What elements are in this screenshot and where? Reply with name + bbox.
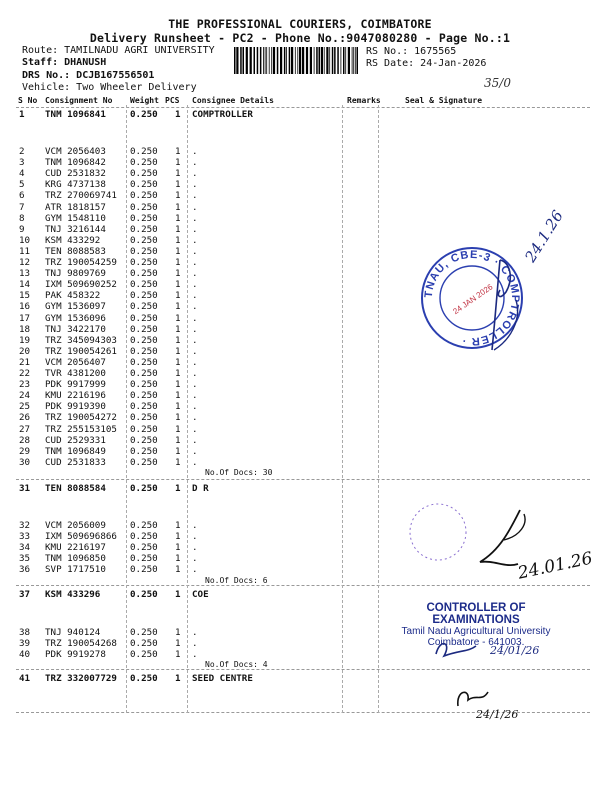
row-weight: 0.250 (130, 212, 158, 224)
row-sno: 8 (19, 212, 25, 224)
col-pcs: PCS (165, 96, 180, 105)
barcode-bar (265, 47, 266, 74)
row-consignment-no: IXM 509696866 (45, 531, 117, 543)
row-sno: 36 (19, 564, 31, 576)
row-consignee-details: . (192, 290, 198, 302)
barcode-bar (297, 47, 298, 74)
row-consignee-details: . (192, 279, 198, 291)
row-consignment-no: KSM 433296 (45, 589, 101, 600)
row-sno: 12 (19, 257, 31, 268)
row-consignee-details: . (192, 542, 198, 554)
staff-label: Staff: DHANUSH (22, 57, 107, 68)
row-pcs: 1 (175, 323, 181, 335)
rs-date: RS Date: 24-Jan-2026 (366, 58, 487, 69)
barcode-bar (284, 47, 286, 74)
barcode-bar (319, 47, 321, 74)
row-weight: 0.250 (130, 589, 158, 600)
row-consignment-no: GYM 1536096 (45, 312, 106, 324)
group-doc-count: No.Of Docs: 4 (205, 660, 268, 669)
row-consignee-details: COE (192, 589, 209, 600)
row-consignee-details: . (192, 179, 198, 191)
row-consignment-no: TVR 4381200 (45, 368, 106, 379)
row-consignee-details: . (192, 356, 198, 368)
column-divider (187, 105, 188, 713)
row-consignment-no: VCM 2056009 (45, 520, 106, 531)
row-consignment-no: CUD 2529331 (45, 434, 106, 446)
row-weight: 0.250 (130, 356, 158, 368)
stamp-date: 24 JAN 2026 (451, 282, 495, 317)
row-consignment-no: TEN 8088584 (45, 483, 106, 494)
row-consignment-no: GYM 1536097 (45, 301, 106, 313)
barcode-bar (326, 47, 328, 74)
row-sno: 20 (19, 345, 31, 357)
row-consignment-no: TEN 8088583 (45, 245, 106, 257)
row-consignment-no: TNM 1096849 (45, 445, 106, 457)
row-sno: 34 (19, 542, 31, 554)
row-weight: 0.250 (130, 379, 158, 391)
row-weight: 0.250 (130, 312, 158, 324)
row-consignment-no: TNM 1096850 (45, 553, 106, 565)
row-sno: 7 (19, 201, 25, 213)
row-sno: 10 (19, 234, 31, 246)
column-divider (342, 105, 343, 713)
row-consignee-details: . (192, 638, 198, 650)
column-divider (378, 105, 379, 713)
row-weight: 0.250 (130, 649, 158, 661)
row-pcs: 1 (175, 301, 181, 313)
row-consignee-details: . (192, 301, 198, 313)
barcode-bar (310, 47, 312, 74)
row-consignment-no: VCM 2056407 (45, 356, 106, 368)
row-pcs: 1 (175, 334, 181, 346)
row-consignee-details: . (192, 201, 198, 213)
row-pcs: 1 (175, 356, 181, 368)
col-weight: Weight (130, 96, 159, 105)
row-weight: 0.250 (130, 553, 158, 565)
barcode-bar (234, 47, 236, 74)
row-weight: 0.250 (130, 531, 158, 543)
barcode-bar (243, 47, 245, 74)
row-consignment-no: GYM 1548110 (45, 212, 106, 224)
row-sno: 32 (19, 520, 31, 531)
handwritten-date-4: 24/1/26 (476, 708, 519, 721)
barcode-bar (271, 47, 272, 74)
handwritten-date-3: 24/01/26 (490, 644, 540, 657)
row-consignment-no: TNJ 3216144 (45, 223, 106, 235)
row-consignment-no: CUD 2531833 (45, 456, 106, 468)
row-sno: 21 (19, 356, 31, 368)
row-weight: 0.250 (130, 234, 158, 246)
row-pcs: 1 (175, 531, 181, 543)
handwritten-date-1: 24.1.26 (521, 207, 567, 266)
row-weight: 0.250 (130, 390, 158, 402)
row-consignment-no: TRZ 332007729 (45, 673, 117, 684)
row-sno: 16 (19, 301, 31, 313)
barcode-bar (250, 47, 252, 74)
handwritten-count: 35/0 (484, 76, 511, 90)
barcode-bar (324, 47, 325, 74)
row-consignee-details: . (192, 627, 198, 638)
barcode-bar (345, 47, 346, 74)
row-consignee-details: . (192, 401, 198, 413)
row-sno: 19 (19, 334, 31, 346)
row-consignee-details: . (192, 390, 198, 402)
row-consignee-details: . (192, 157, 198, 169)
row-consignee-details: . (192, 334, 198, 346)
row-consignee-details: . (192, 223, 198, 235)
row-pcs: 1 (175, 445, 181, 457)
row-consignee-details: . (192, 520, 198, 531)
row-weight: 0.250 (130, 564, 158, 576)
row-consignee-details: . (192, 257, 198, 268)
row-consignee-details: . (192, 379, 198, 391)
drs-number: DRS No.: DCJB167556501 (22, 70, 155, 81)
group-doc-count: No.Of Docs: 30 (205, 468, 273, 477)
handwritten-date-2: 24.01.26 (516, 548, 595, 584)
row-pcs: 1 (175, 649, 181, 661)
col-seal-signature: Seal & Signature (405, 96, 483, 105)
row-consignment-no: TNM 1096841 (45, 109, 106, 120)
row-consignment-no: TNM 1096842 (45, 157, 106, 169)
barcode-bar (263, 47, 264, 74)
row-weight: 0.250 (130, 673, 158, 684)
row-consignee-details: . (192, 564, 198, 576)
row-sno: 28 (19, 434, 31, 446)
row-pcs: 1 (175, 673, 181, 684)
row-pcs: 1 (175, 245, 181, 257)
row-consignment-no: TNJ 3422170 (45, 323, 106, 335)
row-pcs: 1 (175, 483, 181, 494)
row-sno: 35 (19, 553, 31, 565)
row-sno: 30 (19, 456, 31, 468)
row-pcs: 1 (175, 212, 181, 224)
barcode-bar (348, 47, 350, 74)
row-weight: 0.250 (130, 179, 158, 191)
row-weight: 0.250 (130, 323, 158, 335)
row-sno: 40 (19, 649, 31, 661)
row-pcs: 1 (175, 268, 181, 280)
barcode-bar (273, 47, 275, 74)
route-label: Route: TAMILNADU AGRI UNIVERSITY (22, 45, 215, 56)
row-consignment-no: PDK 9917999 (45, 379, 106, 391)
handwritten-signature-1 (470, 200, 600, 370)
row-consignee-details: COMPTROLLER (192, 109, 253, 120)
row-weight: 0.250 (130, 638, 158, 650)
row-pcs: 1 (175, 627, 181, 638)
barcode-bar (240, 47, 242, 74)
row-weight: 0.250 (130, 109, 158, 120)
row-pcs: 1 (175, 279, 181, 291)
barcode-bar (246, 47, 248, 74)
row-pcs: 1 (175, 168, 181, 180)
barcode-bar (286, 47, 287, 74)
row-weight: 0.250 (130, 290, 158, 302)
stamp-ring-text: TNAU, CBE-3 · COMPTROLLER · (422, 248, 522, 348)
barcode-bar (341, 47, 342, 74)
row-pcs: 1 (175, 109, 181, 120)
row-weight: 0.250 (130, 146, 158, 157)
row-consignment-no: VCM 2056403 (45, 146, 106, 157)
row-consignment-no: TRZ 270069741 (45, 190, 117, 202)
barcode-bar (236, 47, 238, 74)
row-sno: 6 (19, 190, 25, 202)
row-consignee-details: . (192, 345, 198, 357)
row-consignee-details: . (192, 146, 198, 157)
row-sno: 9 (19, 223, 25, 235)
barcode-bar (337, 47, 339, 74)
row-consignee-details: . (192, 412, 198, 424)
row-weight: 0.250 (130, 520, 158, 531)
barcode-bar (295, 47, 296, 74)
row-consignee-details: . (192, 190, 198, 202)
row-pcs: 1 (175, 638, 181, 650)
barcode-bar (314, 47, 315, 74)
row-weight: 0.250 (130, 456, 158, 468)
row-weight: 0.250 (130, 368, 158, 379)
row-sno: 24 (19, 390, 31, 402)
row-consignee-details: . (192, 168, 198, 180)
vehicle-label: Vehicle: Two Wheeler Delivery (22, 82, 197, 93)
row-sno: 23 (19, 379, 31, 391)
row-pcs: 1 (175, 345, 181, 357)
row-consignment-no: PAK 458322 (45, 290, 101, 302)
barcode-bar (332, 47, 334, 74)
row-pcs: 1 (175, 223, 181, 235)
row-weight: 0.250 (130, 412, 158, 424)
row-sno: 39 (19, 638, 31, 650)
row-consignment-no: KMU 2216196 (45, 390, 106, 402)
row-pcs: 1 (175, 234, 181, 246)
row-sno: 1 (19, 109, 25, 120)
row-consignee-details: D R (192, 483, 209, 494)
col-consignee: Consignee Details (192, 96, 274, 105)
row-sno: 2 (19, 146, 25, 157)
row-weight: 0.250 (130, 279, 158, 291)
row-pcs: 1 (175, 553, 181, 565)
row-sno: 3 (19, 157, 25, 169)
controller-seal-name: CONTROLLER OF EXAMINATIONS (426, 602, 526, 626)
barcode-bar (269, 47, 270, 74)
barcode-bar (355, 47, 356, 74)
row-separator (16, 479, 590, 480)
row-sno: 22 (19, 368, 31, 379)
row-consignee-details: . (192, 234, 198, 246)
row-pcs: 1 (175, 589, 181, 600)
barcode-bar (280, 47, 282, 74)
row-consignee-details: . (192, 323, 198, 335)
row-weight: 0.250 (130, 627, 158, 638)
barcode-bar (277, 47, 279, 74)
row-pcs: 1 (175, 312, 181, 324)
row-weight: 0.250 (130, 201, 158, 213)
row-pcs: 1 (175, 368, 181, 379)
barcode-bar (334, 47, 336, 74)
row-weight: 0.250 (130, 401, 158, 413)
row-consignment-no: TRZ 255153105 (45, 423, 117, 435)
row-pcs: 1 (175, 390, 181, 402)
row-consignment-no: TRZ 190054259 (45, 257, 117, 268)
row-weight: 0.250 (130, 334, 158, 346)
handwritten-signature-4 (452, 678, 542, 728)
row-consignment-no: SVP 1717510 (45, 564, 106, 576)
row-pcs: 1 (175, 201, 181, 213)
row-weight: 0.250 (130, 223, 158, 235)
barcode-bar (316, 47, 318, 74)
barcode-bar (353, 47, 354, 74)
row-consignee-details: . (192, 456, 198, 468)
row-sno: 5 (19, 179, 25, 191)
row-weight: 0.250 (130, 257, 158, 268)
row-pcs: 1 (175, 564, 181, 576)
row-weight: 0.250 (130, 445, 158, 457)
barcode-bar (299, 47, 301, 74)
barcode-bar (257, 47, 259, 74)
row-consignment-no: CUD 2531832 (45, 168, 106, 180)
row-consignee-details: . (192, 531, 198, 543)
row-pcs: 1 (175, 290, 181, 302)
row-pcs: 1 (175, 190, 181, 202)
document-title: THE PROFESSIONAL COURIERS, COIMBATORE (168, 17, 432, 31)
row-weight: 0.250 (130, 434, 158, 446)
row-weight: 0.250 (130, 542, 158, 554)
row-sno: 31 (19, 483, 31, 494)
row-pcs: 1 (175, 379, 181, 391)
row-consignment-no: KSM 433292 (45, 234, 101, 246)
row-weight: 0.250 (130, 157, 158, 169)
row-separator (16, 107, 590, 108)
column-divider (126, 105, 127, 713)
row-sno: 4 (19, 168, 25, 180)
row-consignment-no: PDK 9919390 (45, 401, 106, 413)
row-sno: 37 (19, 589, 31, 600)
row-sno: 27 (19, 423, 31, 435)
row-sno: 15 (19, 290, 31, 302)
row-consignment-no: PDK 9919278 (45, 649, 106, 661)
row-consignment-no: KRG 4737138 (45, 179, 106, 191)
row-sno: 38 (19, 627, 31, 638)
row-consignee-details: SEED CENTRE (192, 673, 253, 684)
group-doc-count: No.Of Docs: 6 (205, 576, 268, 585)
controller-seal-university: Tamil Nadu Agricultural University (401, 626, 551, 637)
row-consignee-details: . (192, 445, 198, 457)
row-sno: 29 (19, 445, 31, 457)
row-weight: 0.250 (130, 168, 158, 180)
row-pcs: 1 (175, 157, 181, 169)
row-pcs: 1 (175, 257, 181, 268)
barcode-bar (306, 47, 308, 74)
document-subtitle: Delivery Runsheet - PC2 - Phone No.:9047080280 - Page No.:1 (89, 31, 511, 45)
row-consignee-details: . (192, 423, 198, 435)
row-weight: 0.250 (130, 190, 158, 202)
row-pcs: 1 (175, 542, 181, 554)
row-consignee-details: . (192, 245, 198, 257)
row-pcs: 1 (175, 179, 181, 191)
barcode-bar (302, 47, 304, 74)
row-consignee-details: . (192, 212, 198, 224)
col-consignment: Consignment No (45, 96, 113, 105)
row-sno: 25 (19, 401, 31, 413)
row-sno: 41 (19, 673, 31, 684)
row-weight: 0.250 (130, 483, 158, 494)
controller-seal-city: Coimbatore - 641003. (427, 637, 525, 648)
row-consignee-details: . (192, 312, 198, 324)
row-consignment-no: TRZ 190054272 (45, 412, 117, 424)
handwritten-signature-3 (430, 632, 570, 672)
col-remarks: Remarks (347, 96, 381, 105)
row-pcs: 1 (175, 146, 181, 157)
row-weight: 0.250 (130, 301, 158, 313)
row-consignment-no: ATR 1818157 (45, 201, 106, 213)
row-consignee-details: . (192, 649, 198, 661)
row-sno: 14 (19, 279, 31, 291)
row-pcs: 1 (175, 423, 181, 435)
row-consignment-no: TRZ 190054268 (45, 638, 117, 650)
row-pcs: 1 (175, 412, 181, 424)
row-consignment-no: TNJ 9809769 (45, 268, 106, 280)
row-pcs: 1 (175, 456, 181, 468)
row-sno: 11 (19, 245, 31, 257)
row-consignee-details: . (192, 268, 198, 280)
barcode-bar (343, 47, 345, 74)
row-consignment-no: TNJ 940124 (45, 627, 101, 638)
barcode-bar (321, 47, 323, 74)
row-sno: 13 (19, 268, 31, 280)
row-sno: 26 (19, 412, 31, 424)
row-consignment-no: TRZ 345094303 (45, 334, 117, 346)
rs-number: RS No.: 1675565 (366, 46, 457, 57)
row-weight: 0.250 (130, 245, 158, 257)
barcode-bar (289, 47, 291, 74)
row-weight: 0.250 (130, 345, 158, 357)
barcode-bar (352, 47, 353, 74)
row-sno: 33 (19, 531, 31, 543)
row-pcs: 1 (175, 401, 181, 413)
row-consignee-details: . (192, 434, 198, 446)
row-sno: 17 (19, 312, 31, 324)
row-sno: 18 (19, 323, 31, 335)
row-weight: 0.250 (130, 423, 158, 435)
row-consignee-details: . (192, 368, 198, 379)
barcode-bar (260, 47, 262, 74)
row-consignment-no: TRZ 190054261 (45, 345, 117, 357)
row-weight: 0.250 (130, 268, 158, 280)
handwritten-signature-2 (400, 490, 600, 590)
barcode-bar (254, 47, 256, 74)
row-pcs: 1 (175, 434, 181, 446)
row-consignment-no: KMU 2216197 (45, 542, 106, 554)
barcode (234, 47, 360, 74)
row-consignment-no: IXM 509690252 (45, 279, 117, 291)
row-consignee-details: . (192, 553, 198, 565)
barcode-bar (266, 47, 267, 74)
barcode-bar (329, 47, 330, 74)
barcode-bar (357, 47, 359, 74)
col-sno: S No (18, 96, 38, 105)
row-pcs: 1 (175, 520, 181, 531)
barcode-bar (291, 47, 293, 74)
